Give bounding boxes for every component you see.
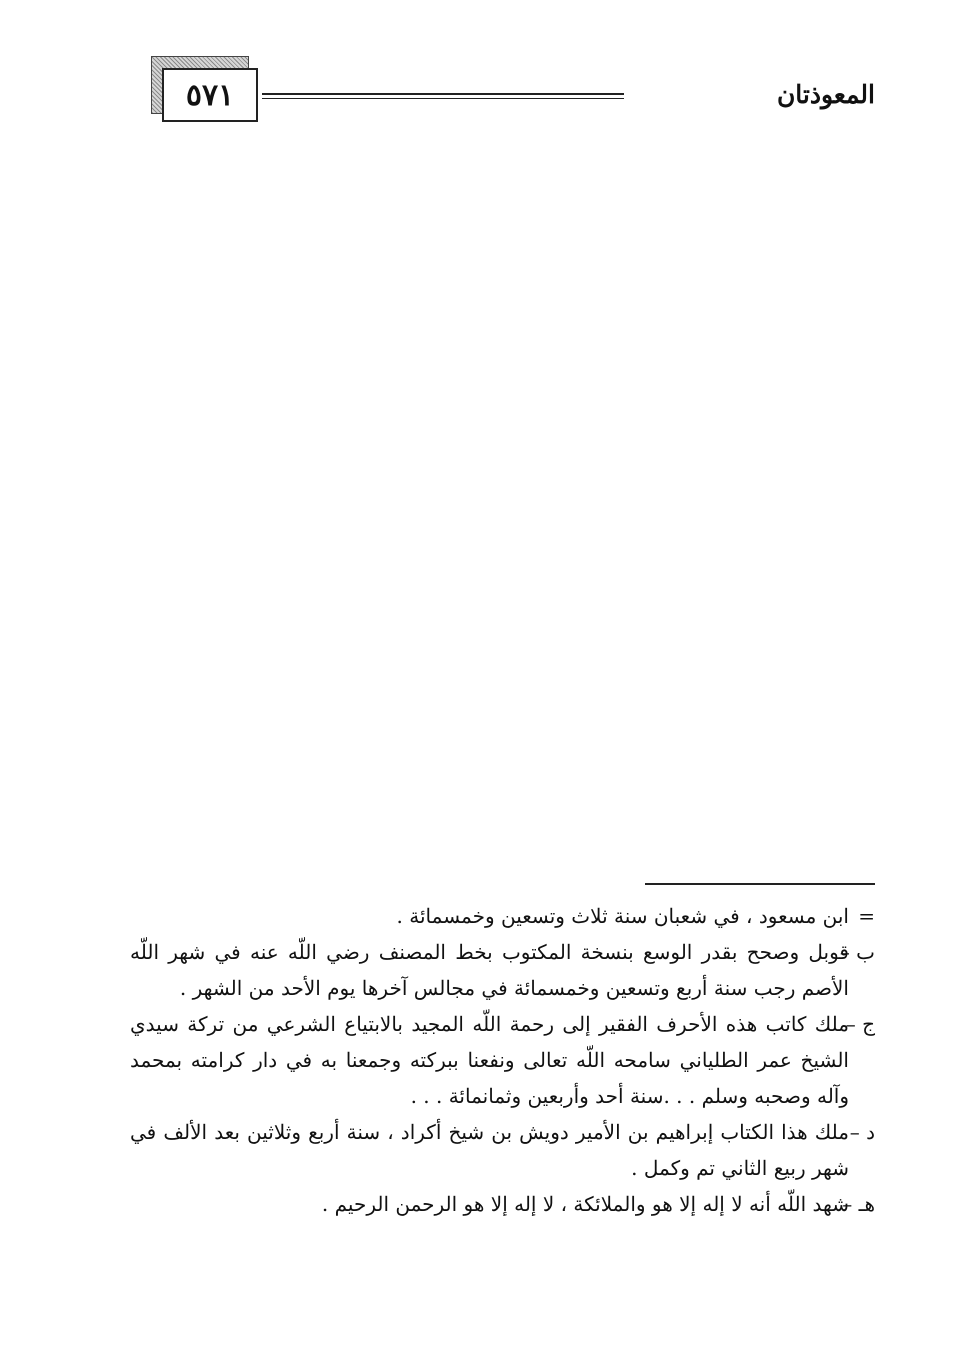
running-title: المعوذتان (776, 80, 875, 109)
page-number-box (162, 68, 258, 122)
footnote-marker: هـ – (842, 1192, 875, 1216)
footnote-marker: د – (849, 1120, 875, 1144)
footnote-text: شهد اللّه أنه لا إله إلا هو والملائكة ، لا إله إلا هو الرحمن الرحيم . (321, 1192, 849, 1216)
footnote-d (130, 1114, 875, 1186)
footnote-separator (645, 883, 875, 885)
footnote-marker: ب – (839, 940, 875, 964)
footnote-text: ملك كاتب هذه الأحرف الفقير إلى رحمة اللّه المجيد بالابتياع الشرعي من تركة سيدي الشيخ عمر الطلياني سامحه اللّه تعالى ونفعنا ببركته وجمعنا به في دار كرامته بمحمد وآله وصحبه وسلم . . .سنة أحد وأربعين وثمانمائة . . . (130, 1012, 849, 1108)
footnote-h (130, 1186, 875, 1222)
page-header (0, 0, 965, 140)
page-number: ٥٧١ (185, 77, 235, 113)
footnote-marker: = (858, 904, 875, 928)
footnote-b (130, 934, 875, 1006)
header-rule (262, 93, 624, 99)
footnote-continuation (130, 898, 875, 934)
footnote-text: ملك هذا الكتاب إبراهيم بن الأمير دويش بن شيخ أكراد ، سنة أربع وثلاثين بعد الألف في شهر ربيع الثاني تم وكمل . (130, 1120, 849, 1180)
footnote-text: ابن مسعود ، في شعبان سنة ثلاث وتسعين وخمسمائة . (396, 904, 849, 928)
footnote-j (130, 1006, 875, 1114)
footnote-text: قوبل وصحح بقدر الوسع بنسخة المكتوب بخط المصنف رضي اللّه عنه في شهر اللّه الأصم رجب سنة أربع وتسعين وخمسمائة في مجالس آخرها يوم الأحد من الشهر . (130, 940, 849, 1000)
footnote-marker: ج – (845, 1012, 875, 1036)
footnotes (130, 898, 875, 1222)
